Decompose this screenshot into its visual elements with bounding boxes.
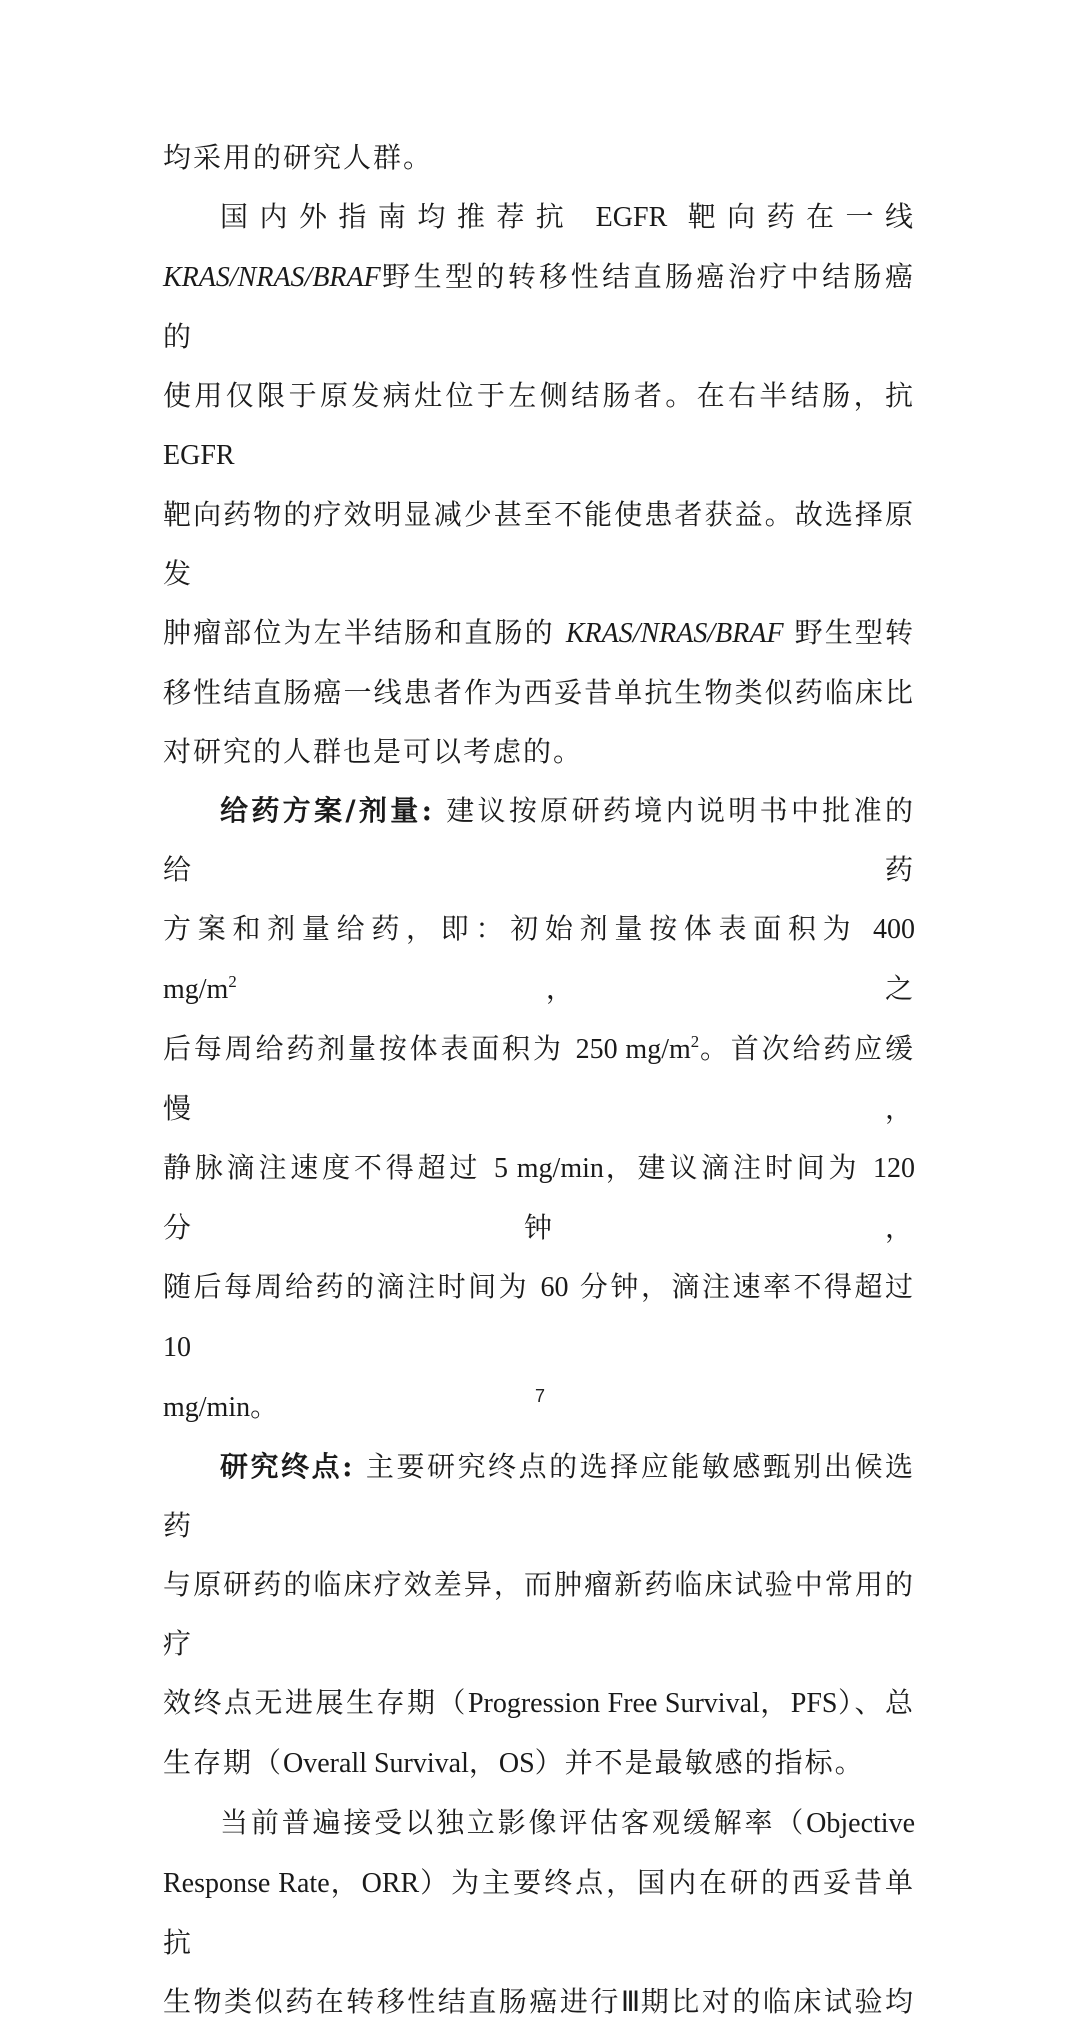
text-line: 生存期（Overall Survival，OS）并不是最敏感的指标。: [163, 1746, 865, 1779]
text-line: 国内外指南均推荐抗 EGFR 靶向药在一线: [220, 200, 916, 233]
body-text: [163, 128, 915, 2032]
text-line: 对研究的人群也是可以考虑的。: [163, 735, 584, 768]
dosing-heading: 给药方案/剂量:: [220, 794, 434, 827]
text-line: 后每周给药剂量按体表面积为 250 $mg/m^2$。首次给药应缓慢，: [163, 1032, 915, 1125]
text-line: KRAS/NRAS/BRAF野生型的转移性结直肠癌治疗中结肠癌的: [163, 260, 915, 353]
text-line: 生物类似药在转移性结直肠癌进行Ⅲ期比对的临床试验均: [163, 1985, 915, 2018]
text-line: 方案和剂量给药，即：初始剂量按体表面积为 400 $mg/m^2$，之: [163, 912, 915, 1005]
paragraph-continuation: 均采用的研究人群。: [163, 141, 434, 174]
text-line: 随后每周给药的滴注时间为 60 分钟，滴注速率不得超过 10: [163, 1270, 916, 1363]
text-line: 静脉滴注速度不得超过 5 mg/min，建议滴注时间为 120 分钟，: [163, 1151, 916, 1244]
text-line: 使用仅限于原发病灶位于左侧结肠者。在右半结肠，抗 EGFR: [163, 379, 915, 471]
text-line: 当前普遍接受以独立影像评估客观缓解率（Objective: [220, 1806, 915, 1839]
text-line: Response Rate，ORR）为主要终点，国内在研的西妥昔单抗: [163, 1866, 915, 1959]
paragraph-dosing: [163, 781, 915, 1437]
text-line: 移性结直肠癌一线患者作为西妥昔单抗生物类似药临床比: [163, 676, 915, 709]
paragraph-endpoints: [163, 1437, 915, 1793]
endpoints-heading: 研究终点:: [220, 1450, 355, 1483]
text-line: 研究终点: 主要研究终点的选择应能敏感甄别出候选药: [163, 1450, 916, 1542]
paragraph-orr: [163, 1793, 915, 2032]
paragraph-guidelines: [163, 187, 915, 781]
text-line: 肿瘤部位为左半结肠和直肠的 KRAS/NRAS/BRAF 野生型转: [163, 616, 916, 649]
text-line: 与原研药的临床疗效差异，而肿瘤新药临床试验中常用的疗: [163, 1568, 915, 1660]
text-line: 效终点无进展生存期（Progression Free Survival，PFS）、总: [163, 1686, 915, 1719]
text-line: 给药方案/剂量: 建议按原研药境内说明书中批准的给药: [163, 794, 915, 886]
text-line: 靶向药物的疗效明显减少甚至不能使患者获益。故选择原发: [163, 498, 915, 590]
page-number: 7: [534, 1386, 545, 1406]
text-line: mg/min。: [163, 1390, 281, 1423]
